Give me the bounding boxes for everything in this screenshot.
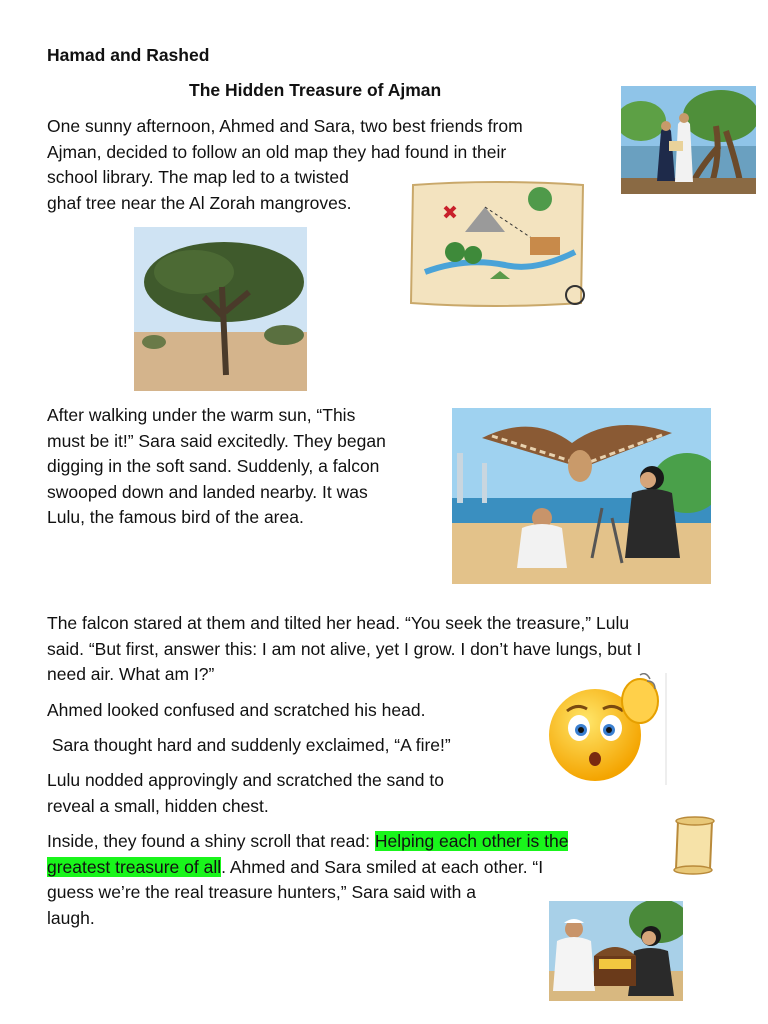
paragraph-7-line-2	[47, 855, 543, 881]
paragraph-7-text: . Ahmed and Sara smiled at each other. “I	[221, 856, 544, 877]
paragraph-2-line-2: must be it!” Sara said excitedly. They began	[47, 430, 386, 451]
highlighted-phrase-part-2: greatest treasure of all	[47, 856, 222, 877]
confused-emoji	[545, 673, 668, 785]
paragraph-1-line-4: ghaf tree near the Al Zorah mangroves.	[47, 192, 352, 213]
mangrove-couple-illustration	[621, 86, 756, 194]
paragraph-1-line-3: school library. The map led to a twisted	[47, 167, 349, 187]
paragraph-7-line-1	[47, 829, 568, 855]
ghaf-tree-photo	[134, 227, 307, 391]
scroll-icon	[668, 815, 720, 877]
paragraph-6-line-2: reveal a small, hidden chest.	[47, 795, 269, 816]
paragraph-6-line-1: Lulu nodded approvingly and scratched the sand to	[47, 770, 444, 790]
treasure-map-illustration	[405, 177, 588, 311]
page-title: The Hidden Treasure of Ajman	[189, 80, 442, 100]
paragraph-4: Ahmed looked confused and scratched his head.	[47, 700, 426, 720]
falcon-and-kids-digging-illustration	[452, 408, 711, 584]
paragraph-3-line-2: said. “But first, answer this: I am not alive, yet I grow. I don’t have lungs, but I	[47, 638, 642, 659]
paragraph-2-line-1: After walking under the warm sun, “This	[47, 405, 356, 425]
kids-with-treasure-chest-illustration	[549, 901, 683, 1001]
paragraph-3-line-3: need air. What am I?”	[47, 664, 215, 684]
paragraph-1-line-2: Ajman, decided to follow an old map they had found in their	[47, 141, 507, 162]
paragraph-7-line-3: guess we’re the real treasure hunters,” Sara said with a	[47, 882, 476, 902]
paragraph-5: Sara thought hard and suddenly exclaimed, “A fire!”	[47, 735, 451, 755]
paragraph-2-line-3: digging in the soft sand. Suddenly, a falcon	[47, 456, 380, 476]
paragraph-2-line-5: Lulu, the famous bird of the area.	[47, 507, 304, 527]
paragraph-2-line-4: swooped down and landed nearby. It was	[47, 481, 368, 502]
paragraph-7-line-4: laugh.	[47, 907, 95, 928]
author-line: Hamad and Rashed	[47, 45, 210, 65]
paragraph-7-text: Inside, they found a shiny scroll that read:	[47, 831, 375, 851]
paragraph-1-line-1: One sunny afternoon, Ahmed and Sara, two best friends from	[47, 116, 523, 136]
highlighted-phrase-part-1: Helping each other is the	[374, 831, 569, 851]
paragraph-3-line-1: The falcon stared at them and tilted her head. “You seek the treasure,” Lulu	[47, 613, 630, 633]
